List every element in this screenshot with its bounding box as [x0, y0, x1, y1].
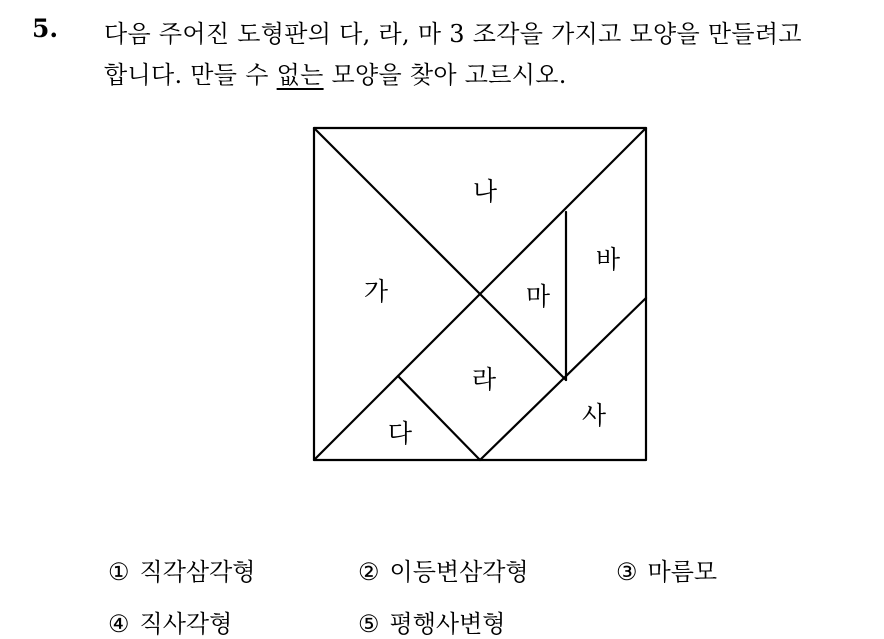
choice-1[interactable]: [108, 552, 255, 587]
choice-3[interactable]: [616, 552, 717, 587]
question-text-part: 합니다. 만들 수: [104, 61, 277, 89]
piece-label-sa: 사: [581, 401, 607, 430]
choice-4[interactable]: [108, 604, 232, 639]
choice-mark: ⑤: [358, 610, 380, 638]
question-text-part: 모양을 찾아 고르시오.: [323, 61, 567, 89]
piece-label-ga: 가: [363, 277, 389, 306]
piece-label-ba: 바: [595, 245, 621, 274]
edge-sa: [480, 298, 646, 460]
choice-mark: ④: [108, 610, 130, 638]
piece-label-ma: 마: [525, 282, 551, 311]
question-number: 5.: [32, 14, 59, 43]
choice-5[interactable]: [358, 604, 505, 639]
choice-label: 직사각형: [139, 610, 233, 638]
choice-label: 이등변삼각형: [389, 558, 529, 586]
question-text-line-2: [104, 55, 567, 90]
choice-label: 직각삼각형: [139, 558, 256, 586]
piece-label-da: 다: [387, 419, 413, 448]
question-text-line-1: 다음 주어진 도형판의 다, 라, 마 3 조각을 가지고 모양을 만들려고: [104, 20, 802, 48]
choice-mark: ③: [616, 558, 638, 586]
diagonal-upper: [480, 128, 646, 294]
choice-label: 마름모: [647, 558, 718, 586]
choice-mark: ②: [358, 558, 380, 586]
diagonal-main: [314, 128, 566, 380]
choice-label: 평행사변형: [389, 610, 506, 638]
tangram-figure: [310, 124, 652, 466]
choice-2[interactable]: [358, 552, 529, 587]
piece-label-ra: 라: [471, 365, 497, 394]
emphasis-underlined: 없는: [276, 61, 324, 89]
piece-label-na: 나: [472, 177, 498, 206]
choice-mark: ①: [108, 558, 130, 586]
